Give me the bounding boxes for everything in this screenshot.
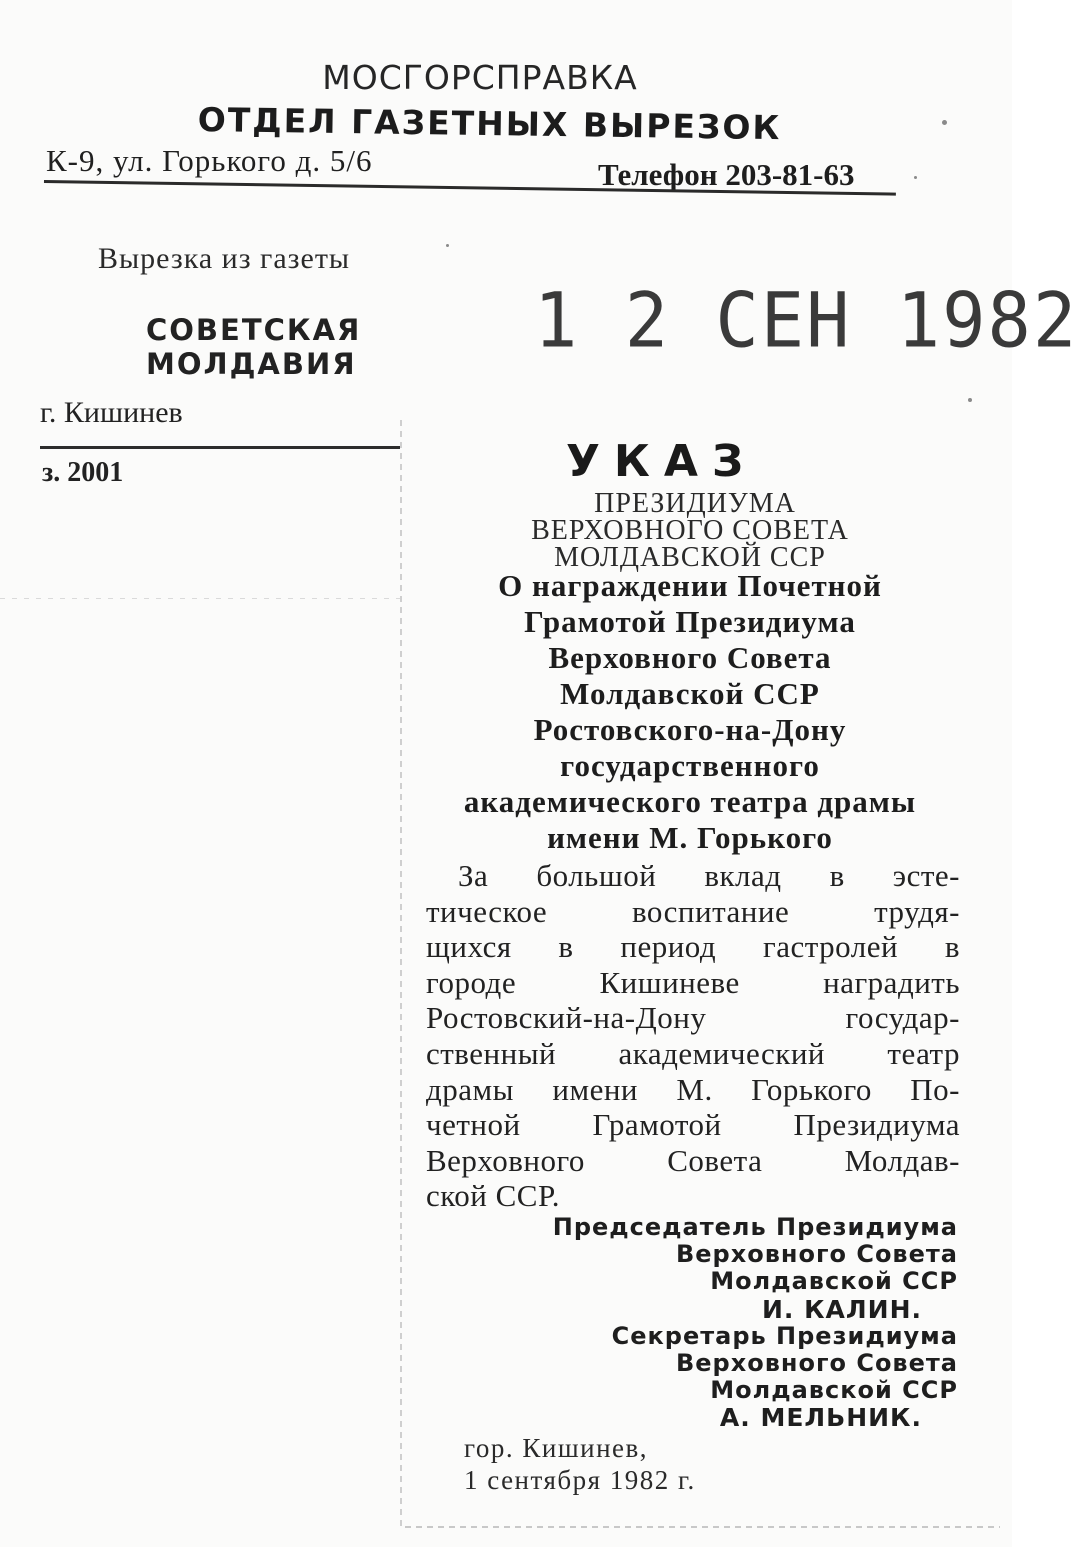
body-line: Ростовский-на-Дону государ- — [426, 1000, 960, 1036]
body-line: Верховного Совета Молдав- — [426, 1142, 960, 1178]
signatory-name: И. КАЛИН. — [761, 1294, 922, 1324]
issuer-line: МОЛДАВСКОЙ ССР — [554, 542, 826, 573]
decree-place: гор. Кишинев, — [464, 1433, 649, 1463]
decree-date: 1 сентября 1982 г. — [464, 1465, 696, 1495]
subject-line: имени М. Горького — [547, 820, 833, 855]
body-line: четной Грамотой Президиума — [426, 1107, 960, 1143]
signature-title-line: Секретарь Президиума — [611, 1321, 958, 1350]
subject-line: О награждении Почетной — [498, 568, 882, 603]
newspaper-title-line2: МОЛДАВИЯ — [146, 347, 357, 381]
body-line: драмы имени М. Горького По- — [426, 1071, 960, 1107]
body-line: щихся в период гастролей в — [426, 929, 960, 965]
decree-issuer — [420, 490, 960, 571]
subject-line: академического театра драмы — [463, 784, 917, 819]
paper-speck — [968, 398, 972, 402]
signature-title-line: Председатель Президиума — [552, 1213, 958, 1241]
signature-title-line: Молдавской ССР — [710, 1267, 958, 1296]
subject-line: Грамотой Президиума — [524, 604, 856, 639]
decree-signatures — [553, 1214, 958, 1432]
subject-line: государственного — [560, 748, 820, 783]
date-stamp: 1 2 СЕН 1982 — [534, 276, 1078, 365]
subject-line: Верховного Совета — [548, 640, 832, 675]
decree-title: УКАЗ — [566, 436, 758, 487]
body-line: За большой вклад в эсте- — [458, 858, 960, 893]
agency-phone: Телефон 203-81-63 — [598, 157, 855, 192]
newspaper-title — [146, 313, 361, 381]
body-line: городе Кишиневе наградить — [426, 964, 960, 1000]
body-line: ственный академический театр — [426, 1035, 960, 1071]
fold-line — [0, 598, 400, 599]
order-number: з. 2001 — [42, 457, 124, 488]
paper-speck — [446, 244, 449, 247]
signature-secretary — [553, 1323, 958, 1432]
source-label: Вырезка из газеты — [98, 242, 351, 275]
signature-chairman — [553, 1214, 958, 1323]
issuer-line: ВЕРХОВНОГО СОВЕТА — [531, 515, 849, 546]
signatory-name: А. МЕЛЬНИК. — [719, 1403, 922, 1433]
decree-place-date — [464, 1432, 696, 1496]
signature-title-line: Верховного Совета — [675, 1240, 958, 1269]
subject-line: Ростовского-на-Дону — [533, 712, 847, 747]
department-name: ОТДЕЛ ГАЗЕТНЫХ ВЫРЕЗОК — [197, 100, 782, 148]
subject-line: Молдавской ССР — [560, 676, 820, 711]
paper-speck — [942, 120, 947, 125]
agency-address: К-9, ул. Горького д. 5/6 — [46, 143, 373, 178]
issuer-line: ПРЕЗИДИУМА — [594, 488, 796, 519]
decree-body — [426, 858, 960, 1214]
newspaper-city: г. Кишинев — [40, 396, 183, 429]
decree-subject — [420, 568, 960, 856]
agency-name: МОСГОРСПРАВКА — [322, 58, 638, 97]
clipping-edge-bottom — [405, 1526, 1000, 1528]
body-line: ской ССР. — [426, 1178, 561, 1214]
signature-title-line: Верховного Совета — [675, 1349, 958, 1378]
newspaper-title-line1: СОВЕТСКАЯ — [146, 313, 362, 347]
source-divider — [40, 446, 400, 449]
body-line: тическое воспитание трудя- — [426, 893, 960, 929]
signature-title-line: Молдавской ССР — [710, 1376, 958, 1405]
paper-speck — [914, 176, 917, 179]
clipping-edge-left — [400, 420, 402, 1530]
